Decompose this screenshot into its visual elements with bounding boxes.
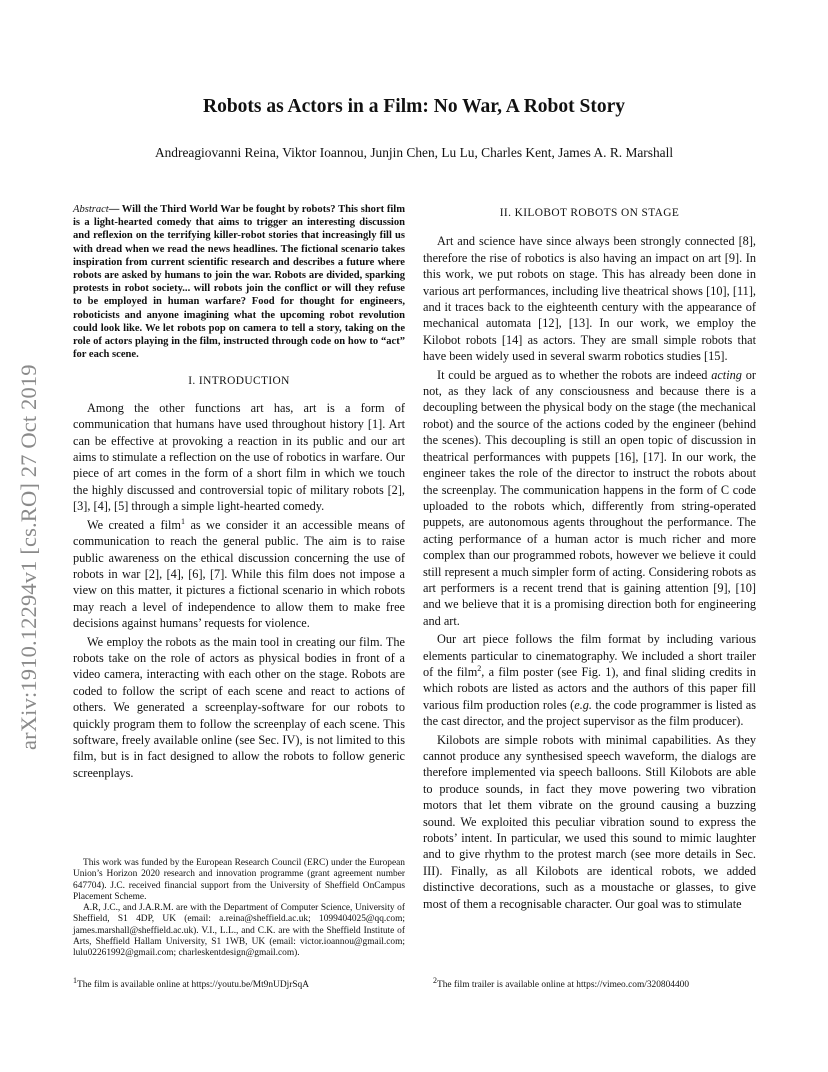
paper-title: Robots as Actors in a Film: No War, A Robot Story (203, 96, 625, 117)
paragraph (423, 367, 756, 630)
funding-note (73, 858, 405, 960)
footnote-mark: 1 (73, 975, 77, 985)
section-heading-kilobot: II. KILOBOT ROBOTS ON STAGE (499, 207, 680, 219)
abstract (73, 203, 405, 361)
affiliation-paragraph: A.R, J.C., and J.A.R.M. are with the Department of Computer Science, University of Sheffield, S1 4DP, UK (email: a.reina@sheffield.ac.uk; 1099404025@qq.com; james.marshall@sheffield.ac.uk). V.I., L.L., and C.K. are with the Sheffield Institute of Arts, Sheffield Hallam University, S1 1WB, UK (email: victor.ioannou@gmail.com; lulu02261992@gmail.com; charleskentdesign@gmail.com). (73, 903, 405, 959)
abstract-text: — Will the Third World War be fought by robots? This short film is a light-hearted comedy that aims to trigger an interesting discussion and reflexion on the terrifying killer-robot stories that increasingly fill us with dread when we read the news headlines. The fictional scenario takes inspiration from current scientific research and describes a future where robots are asked by humans to join the war. Robots are divided, sparking protests in robot society... will robots join the conflict or will they refuse to be employed in human warfare? Food for thought for engineers, roboticists and anyone imagining what the upcoming robot revolution could look like. We let robots pop on camera to tell a story, taking on the role of actors playing in the film, instructed through code on how to “act” for each scene. (73, 204, 405, 361)
emphasis: acting (711, 367, 742, 382)
paragraph-text: or not, as they lack of any consciousness and because there is a decoupling between the physical body on the stage (the mechanical robot) and the source of the actions coded by the engineer (behind the scenes). This decoupling is still an open topic of discussion in theatrical performances with puppets [16], [17]. In our work, the engineer takes the role of the director to instruct the robots about the screenplay. The communication happens in the form of C code uploaded to the robots which, differently from string-operated puppets, are autonomous agents throughout the performance. The acting performance of a human actor is much richer and more complex than our programmed robots, however we believe it could still represent a much simpler form of acting. Considering robots as art performers is a recent trend that is gaining attention [9], [10] and we believe that it is a promising direction both for engineering and art. (423, 367, 756, 628)
footnote-text: The film is available online at https://youtu.be/Mt9nUDjrSqA (77, 980, 309, 990)
paragraph-text: It could be argued as to whether the robots are indeed (437, 367, 712, 382)
abstract-label: Abstract (73, 204, 109, 215)
footnote-1 (73, 975, 405, 991)
footnote-marker[interactable]: 1 (180, 516, 185, 526)
paragraph-text: , a film poster (see Fig. 1), and final sliding credits in which robots are listed as actors and the authors of this paper fill various film production roles ( (423, 664, 756, 712)
paragraph-text: as we consider it an accessible means of communication to reach the general public. The aim is to raise public awareness on the ethical discussion concerning the use of robots in war [2], [4], [6], [7]. While this film does not impose a view on this matter, it pictures a fictional scenario in which robots may reach a level of independence to allow them to make free decisions against humans’ requests for violence. (73, 517, 405, 631)
emphasis: e.g. (574, 697, 592, 712)
paragraph: We employ the robots as the main tool in creating our film. The robots take on the role of actors as physical bodies in front of a video camera, interacting with each other on the stage. Robots are coded to follow the script of each scene and react to actions of others. We generated a screenplay-software for our robots to quickly program them to follow the screenplay of each scene. This software, freely available online (see Sec. IV), is not limited to this film, but is in fact designed to allow the robots to follow generic screenplays. (73, 634, 405, 780)
footnote-marker[interactable]: 2 (477, 663, 482, 673)
paragraph: Art and science have since always been strongly connected [8], therefore the rise of robotics is also having an impact on art [9]. In this work, we put robots on stage. This has already been done in various art performances, including live theatrical shows [10], [11], and it traces back to the eighteenth century with the appearance of mechanical automata [12], [13]. In our work, we employ the Kilobot robots [14] as actors. They are small simple robots that have been widely used in several swarm robotics studies [15]. (423, 234, 756, 364)
paragraph-text: We created a film (87, 517, 181, 532)
section-heading-introduction: I. INTRODUCTION (188, 375, 290, 388)
paragraph (423, 631, 756, 729)
arxiv-identifier: arXiv:1910.12294v1 [cs.RO] 27 Oct 2019 (16, 364, 41, 750)
paragraph: Among the other functions art has, art is a form of communication that humans have used throughout history [1]. Art can be effective at provoking a reaction in its public and our art aims to stimulate a reflection on the use of robotics in warfare. Our piece of art comes in the form of a short film in which we touch the highly discussed and controversial topic of military robots [2], [3], [4], [5] through a simple light-hearted comedy. (73, 400, 405, 514)
footnote-text: The film trailer is available online at https://vimeo.com/320804400 (437, 980, 690, 990)
paragraph (73, 517, 405, 632)
paragraph-text: Our art piece follows the film format by including various elements particular to cinematography. We included a short trailer of the film (423, 632, 756, 679)
left-column (73, 203, 405, 783)
funding-paragraph: This work was funded by the European Research Council (ERC) under the European Union’s Horizon 2020 research and innovation programme (grant agreement number 647704). J.C. received financial support from the University of Sheffield OnCampus Placement Scheme. (73, 858, 405, 902)
paragraph-text: the code programmer is listed as the cast director, and the project supervisor as the film producer). (423, 697, 756, 729)
paragraph: Kilobots are simple robots with minimal capabilities. As they cannot produce any synthesised speech waveform, the dialogs are therefore implemented via speech balloons. Still Kilobots are able to produce sounds, in fact they move powering two vibration motors that let them vibrate on the ground causing a buzzing sound. We exploited this peculiar vibration sound to express the robots’ intent. In particular, we used this sound to mimic laughter and to give rhythm to the protest march (see more details in Sec. III). Finally, as all Kilobots are identical robots, we added distinctive decorations, such as a moustache or glasses, to give most of them a recognisable character. Our goal was to stimulate (423, 732, 756, 911)
author-list: Andreagiovanni Reina, Viktor Ioannou, Junjin Chen, Lu Lu, Charles Kent, James A. R. Marshall (154, 145, 674, 160)
right-column (423, 203, 756, 914)
footnote-mark: 2 (433, 975, 437, 985)
footnote-2 (433, 975, 756, 991)
